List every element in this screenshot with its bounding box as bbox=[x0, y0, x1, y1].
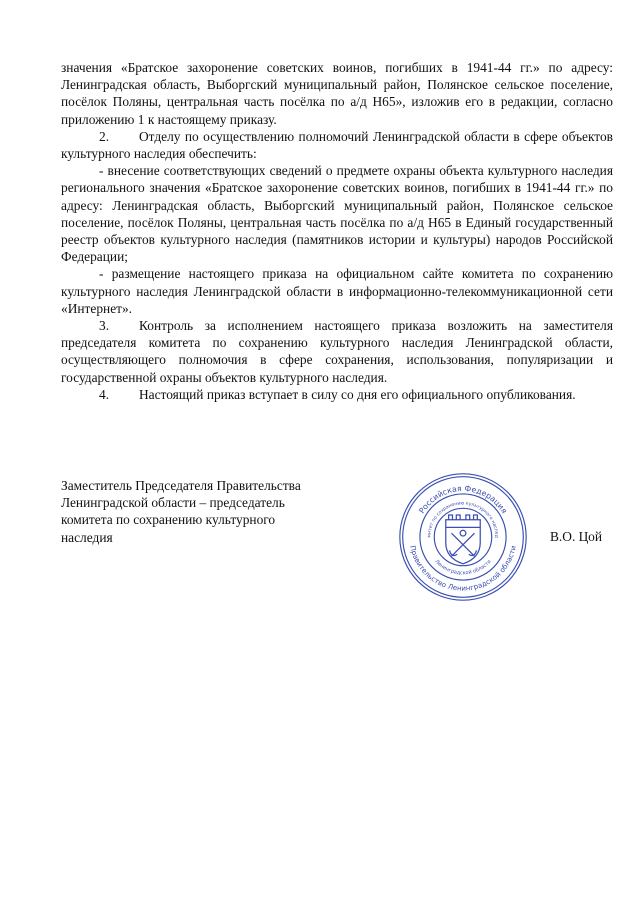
paragraph-item-3: 3. Контроль за исполнением настоящего приказа возложить на заместителя председателя комитета по сохранению культурного наследия Ленинградской области, осуществляющего полномочия в сфере сохранения, использования, популяризации и государственной охраны объектов культурного наследия. bbox=[61, 318, 613, 385]
item-number: 4. bbox=[99, 386, 110, 402]
signatory-name: В.О. Цой bbox=[550, 529, 602, 544]
seal-text-inner-bottom: Ленинградской области bbox=[433, 558, 493, 577]
paragraph-bullet-register: - внесение соответствующих сведений о предмете охраны объекта культурного наследия регионального значения «Братское захоронение советских воинов, погибших в 1941-44 гг.» по адресу: Ленинградская область, Выборгский муниципальный район, Полянское сельское поселение, посёлок Поляны, центральная часть посёлка по а/д Н65 в Единый государственный реестр объектов культурного наследия (памятников истории и культуры) народов Российской Федерации; bbox=[61, 163, 613, 265]
item-number: 3. bbox=[99, 318, 110, 334]
document-body bbox=[61, 59, 613, 403]
paragraph-item-4: 4. Настоящий приказ вступает в силу со дня его официального опубликования. bbox=[99, 386, 576, 402]
signatory-title-line: Заместитель Председателя Правительства bbox=[61, 478, 301, 493]
official-seal-icon bbox=[396, 470, 530, 604]
paragraph-item-2: 2. Отделу по осуществлению полномочий Ленинградской области в сфере объектов культурного наследия обеспечить: bbox=[61, 128, 613, 162]
paragraph-bullet-publication: - размещение настоящего приказа на официальном сайте комитета по сохранению культурного наследия Ленинградской области в информационно-телекоммуникационной сети «Интернет». bbox=[61, 266, 613, 316]
signatory-title bbox=[61, 477, 361, 546]
item-number: 2. bbox=[99, 128, 110, 144]
paragraph-continuation: значения «Братское захоронение советских воинов, погибших в 1941-44 гг.» по адресу: Ленинградская область, Выборгский муниципальный район, Полянское сельское поселение, посёлок Поляны, центральная часть посёлка по а/д Н65», изложив его в редакции, согласно приложению 1 к настоящему приказу. bbox=[61, 60, 613, 127]
seal-text-inner-top: митет по сохранению культурного наслед bbox=[427, 501, 499, 538]
signatory-title-line: наследия bbox=[61, 529, 113, 545]
seal-text-outer-bottom: Правительство Ленинградской области bbox=[408, 544, 518, 593]
seal-text-outer-top: Российская Федерация bbox=[417, 483, 509, 516]
signatory-title-line: Ленинградской области – председатель bbox=[61, 495, 285, 511]
signatory-title-line: комитета по сохранению культурного bbox=[61, 512, 276, 528]
coat-of-arms-icon bbox=[446, 515, 480, 564]
